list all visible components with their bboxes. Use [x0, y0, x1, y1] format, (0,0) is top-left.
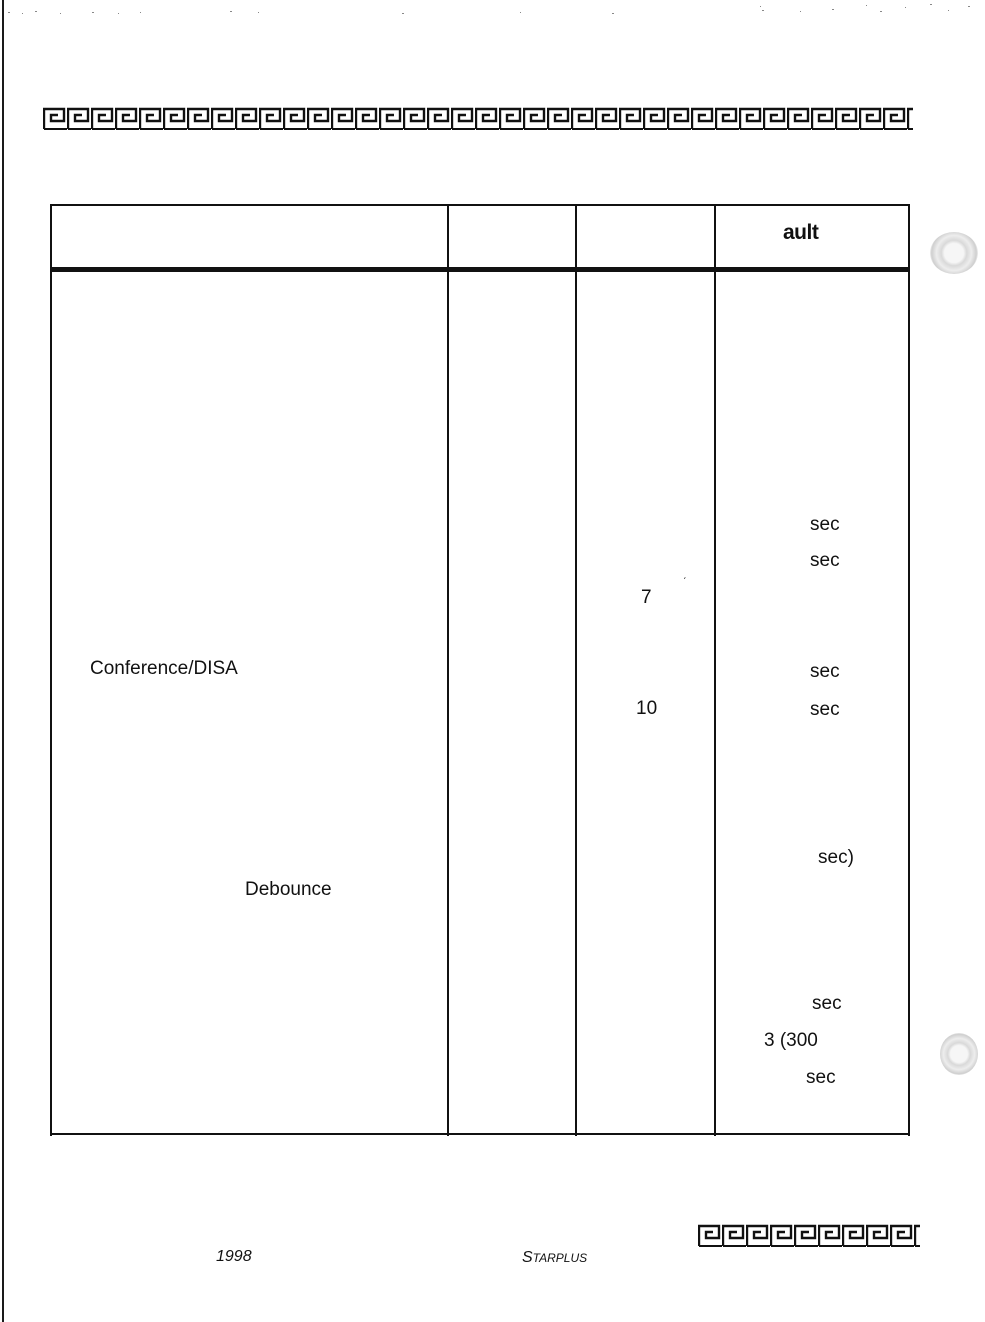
- footer-year: 1998: [216, 1248, 252, 1265]
- binder-hole-shadow: [940, 1033, 978, 1075]
- greek-key-border-top: [43, 107, 913, 131]
- default-cell: sec: [806, 1067, 836, 1088]
- default-cell: sec: [810, 514, 840, 535]
- table-bottom-border: [50, 1133, 910, 1135]
- column-border: [575, 204, 577, 1136]
- header-divider: [50, 267, 910, 272]
- footer-product-rest: TARPLUS: [532, 1251, 588, 1265]
- greek-key-border-bottom: [698, 1224, 920, 1248]
- row-label-debounce: Debounce: [245, 879, 332, 900]
- settings-table: [50, 204, 910, 1136]
- default-cell: sec: [812, 993, 842, 1014]
- table-top-border: [50, 204, 910, 206]
- binder-hole-shadow: [930, 232, 978, 274]
- value-cell: 7: [641, 587, 652, 608]
- footer-product-initial: S: [522, 1249, 533, 1266]
- default-cell: sec: [810, 550, 840, 571]
- column-border: [714, 204, 716, 1136]
- value-cell: 10: [636, 698, 658, 719]
- default-cell: sec): [818, 847, 854, 868]
- scan-noise-top: [0, 0, 985, 24]
- column-border: [50, 204, 52, 1136]
- footer-product: [522, 1249, 587, 1267]
- default-cell: 3 (300: [764, 1030, 818, 1051]
- column-border: [908, 204, 910, 1136]
- default-cell: sec: [810, 661, 840, 682]
- page-margin-rule: [2, 0, 4, 1322]
- default-cell: sec: [810, 699, 840, 720]
- column-border: [447, 204, 449, 1136]
- stray-tick-mark: ˊ: [683, 577, 687, 588]
- header-default-fragment: ault: [783, 221, 819, 244]
- row-label-conference-disa: Conference/DISA: [90, 658, 238, 679]
